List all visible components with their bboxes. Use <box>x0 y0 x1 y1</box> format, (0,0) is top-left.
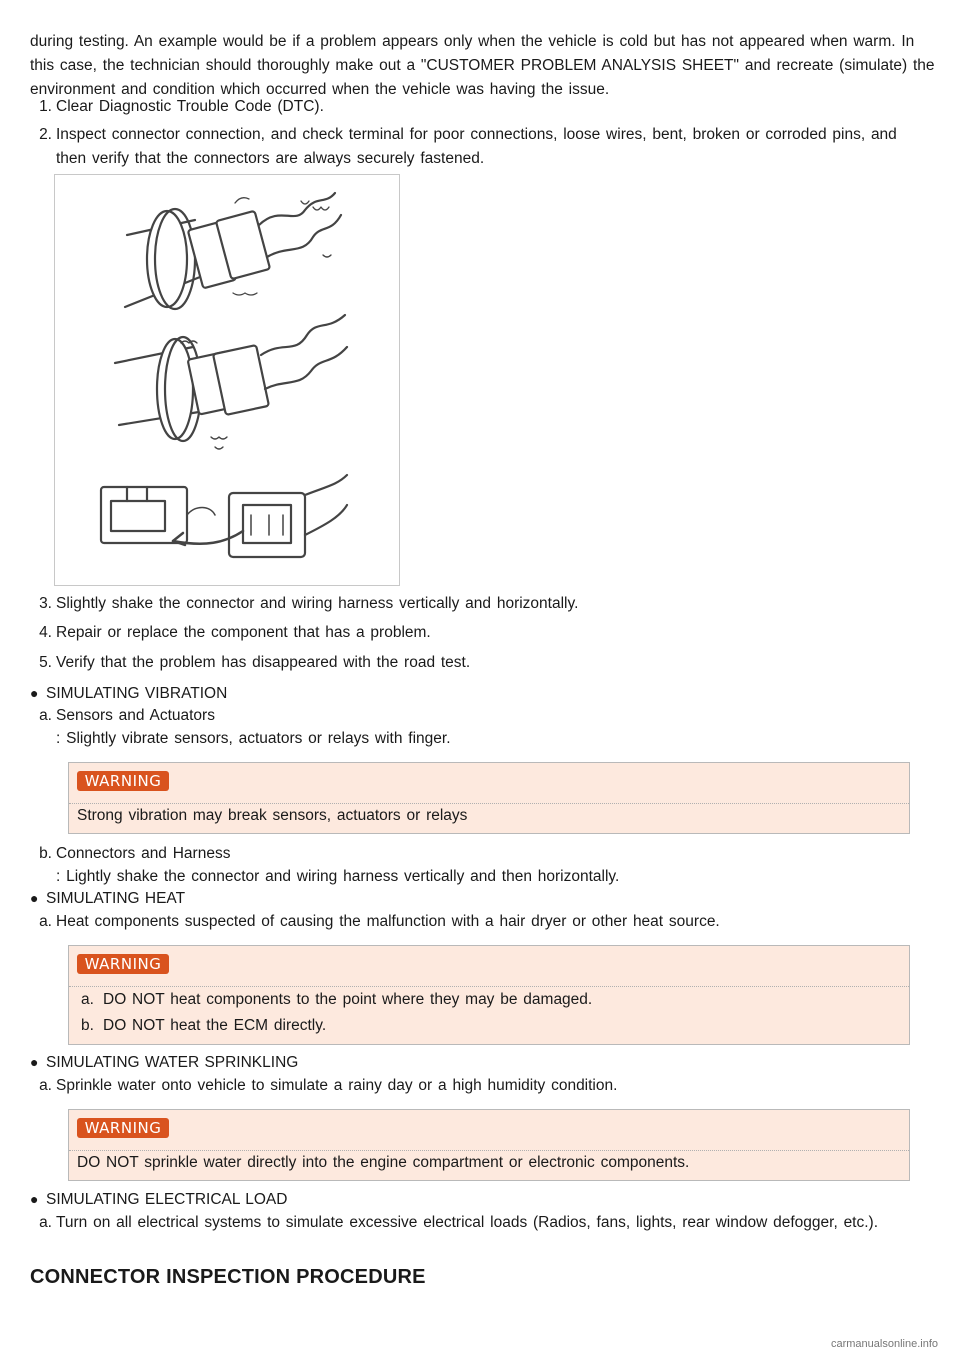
bullet-simulating-vibration: ● SIMULATING VIBRATION <box>30 685 228 702</box>
divider <box>69 986 909 987</box>
step-2: 2. Inspect connector connection, and check terminal for poor connections, loose wires, bent, broken or corroded pins, and then verify that the connectors are always securely fastened. <box>39 126 897 167</box>
heat-warning-b: b. DO NOT heat the ECM directly. <box>81 1017 327 1034</box>
warning-badge: WARNING <box>77 954 169 974</box>
warning-box-vibration <box>68 762 910 834</box>
intro-paragraph: during testing. An example would be if a problem appears only when the vehicle is cold but has not appeared when warm. In this case, the technician should thoroughly make out a "CUSTOMER PROBLEM ANALYSIS SHEET" and recreate (simulate) the environment and condition which occurred when the vehicle was having the issue. <box>30 33 935 98</box>
step-1: 1. Clear Diagnostic Trouble Code (DTC). <box>39 98 324 115</box>
vibration-item-a: a. Sensors and Actuators <box>39 707 215 724</box>
warning-badge: WARNING <box>77 1118 169 1138</box>
heat-warning-a: a. DO NOT heat components to the point where they may be damaged. <box>81 991 593 1008</box>
bullet-simulating-heat: ● SIMULATING HEAT <box>30 890 186 907</box>
connector-shake-illustration <box>54 174 400 586</box>
step-3: 3. Slightly shake the connector and wiring harness vertically and horizontally. <box>39 595 579 612</box>
water-item-a: a. Sprinkle water onto vehicle to simulate a rainy day or a high humidity condition. <box>39 1077 618 1094</box>
vibration-item-b-desc: : Lightly shake the connector and wiring harness vertically and then horizontally. <box>56 868 620 885</box>
section-heading: CONNECTOR INSPECTION PROCEDURE <box>30 1266 426 1288</box>
heat-item-a: a. Heat components suspected of causing the malfunction with a hair dryer or other heat source. <box>39 913 720 930</box>
vibration-item-a-desc: : Slightly vibrate sensors, actuators or relays with finger. <box>56 730 451 747</box>
warning-badge: WARNING <box>77 771 169 791</box>
vibration-item-b: b. Connectors and Harness <box>39 845 231 862</box>
step-4: 4. Repair or replace the component that has a problem. <box>39 624 431 641</box>
warning-box-heat <box>68 945 910 1045</box>
warning-text: DO NOT sprinkle water directly into the engine compartment or electronic components. <box>77 1154 690 1171</box>
bullet-simulating-water-sprinkling: ● SIMULATING WATER SPRINKLING <box>30 1054 299 1071</box>
connector-illustration-svg <box>55 175 399 585</box>
warning-text: Strong vibration may break sensors, actuators or relays <box>77 807 468 824</box>
step-5: 5. Verify that the problem has disappeared with the road test. <box>39 654 471 671</box>
electrical-item-a: a. Turn on all electrical systems to simulate excessive electrical loads (Radios, fans, lights, rear window defogger, etc.). <box>39 1214 879 1231</box>
bullet-simulating-electrical-load: ● SIMULATING ELECTRICAL LOAD <box>30 1191 288 1208</box>
footer-watermark: carmanualsonline.info <box>830 1338 938 1350</box>
warning-box-water <box>68 1109 910 1181</box>
